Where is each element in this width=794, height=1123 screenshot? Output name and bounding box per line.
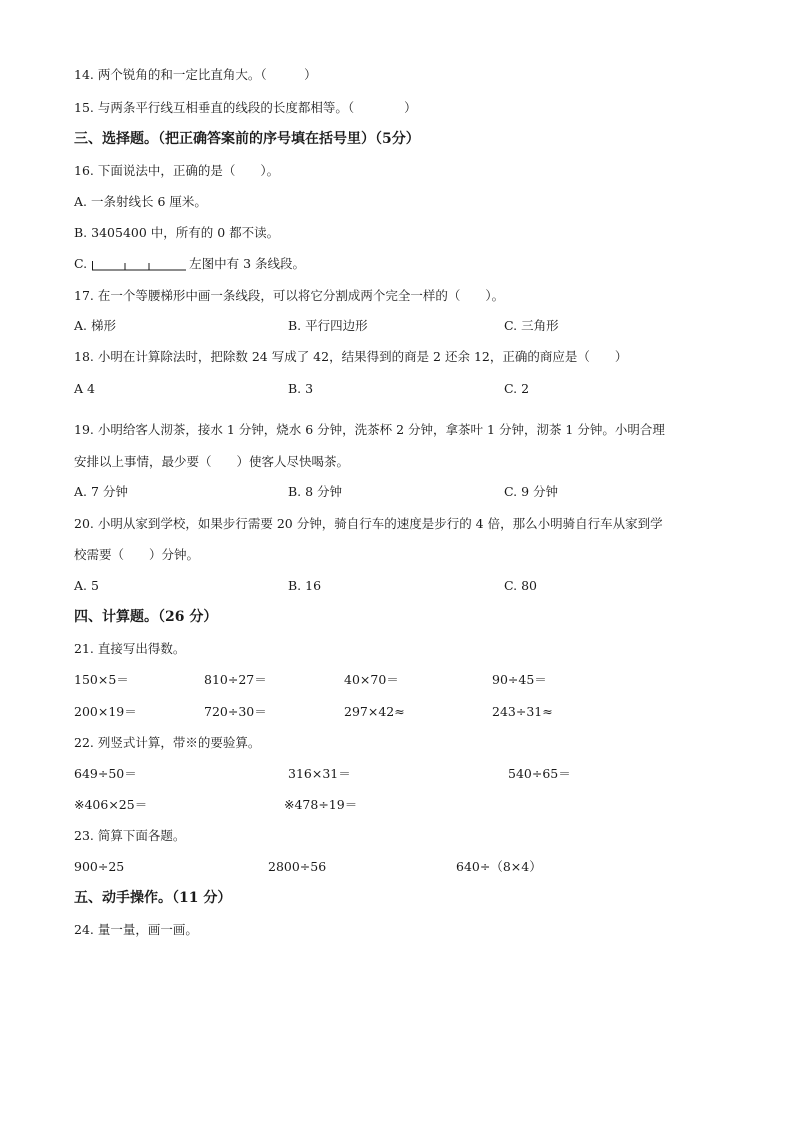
question-18-stem: 18. 小明在计算除法时，把除数 24 写成了 42，结果得到的商是 2 还余 12，正确的商应是（ ） (74, 349, 628, 364)
question-19-option-b: B. 8 分钟 (288, 484, 343, 499)
q21-item: 150×5＝ (74, 672, 129, 687)
question-15: 15. 与两条平行线互相垂直的线段的长度都相等。（ ） (74, 100, 417, 115)
option-c-prefix: C. (74, 256, 88, 271)
segment-figure-icon (91, 259, 187, 271)
question-14: 14. 两个锐角的和一定比直角大。（ ） (74, 67, 317, 82)
question-17-option-a: A. 梯形 (74, 318, 116, 333)
question-18-option-c: C. 2 (504, 381, 530, 396)
question-19-stem-line2: 安排以上事情，最少要（ ）使客人尽快喝茶。 (74, 454, 350, 469)
q21-item: 810÷27＝ (204, 672, 267, 687)
question-23-stem: 23. 简算下面各题。 (74, 828, 186, 843)
q23-item: 640÷（8×4） (456, 859, 542, 874)
question-16-option-c (74, 256, 305, 272)
q21-item: 200×19＝ (74, 704, 137, 719)
question-16-stem: 16. 下面说法中，正确的是（ ）。 (74, 163, 280, 178)
q21-item: 720÷30＝ (204, 704, 267, 719)
question-17-option-b: B. 平行四边形 (288, 318, 368, 333)
section-3-heading: 三、选择题。（把正确答案前的序号填在括号里）（5分） (74, 131, 420, 147)
question-24-stem: 24. 量一量，画一画。 (74, 922, 198, 937)
question-22-stem: 22. 列竖式计算，带※的要验算。 (74, 735, 261, 750)
question-17-option-c: C. 三角形 (504, 318, 559, 333)
question-16-option-b: B. 3405400 中，所有的 0 都不读。 (74, 225, 280, 240)
question-20-stem-line1: 20. 小明从家到学校，如果步行需要 20 分钟，骑自行车的速度是步行的 4 倍，那么小明骑自行车从家到学 (74, 516, 663, 531)
option-c-text: 左图中有 3 条线段。 (189, 256, 305, 271)
question-19-stem-line1: 19. 小明给客人沏茶，接水 1 分钟，烧水 6 分钟，洗茶杯 2 分钟，拿茶叶 1 分钟，沏茶 1 分钟。小明合理 (74, 422, 665, 437)
q22-item: 316×31＝ (288, 766, 351, 781)
q21-item: 90÷45＝ (492, 672, 547, 687)
q21-item: 40×70＝ (344, 672, 399, 687)
q22-item: 540÷65＝ (508, 766, 571, 781)
question-18-option-b: B. 3 (288, 381, 314, 396)
question-21-stem: 21. 直接写出得数。 (74, 641, 186, 656)
q23-item: 2800÷56 (268, 859, 327, 874)
section-5-heading: 五、动手操作。（11 分） (74, 890, 232, 906)
section-4-heading: 四、计算题。（26 分） (74, 609, 218, 625)
question-20-option-c: C. 80 (504, 578, 537, 593)
question-20-stem-line2: 校需要（ ）分钟。 (74, 547, 200, 562)
question-20-option-a: A. 5 (74, 578, 99, 593)
q21-item: 243÷31≈ (492, 704, 553, 719)
question-20-option-b: B. 16 (288, 578, 322, 593)
question-18-option-a: A 4 (74, 381, 95, 396)
question-19-option-a: A. 7 分钟 (74, 484, 128, 499)
q21-item: 297×42≈ (344, 704, 405, 719)
q22-item: ※478÷19＝ (284, 797, 358, 812)
question-17-stem: 17. 在一个等腰梯形中画一条线段，可以将它分割成两个完全一样的（ ）。 (74, 288, 505, 303)
q23-item: 900÷25 (74, 859, 125, 874)
question-19-option-c: C. 9 分钟 (504, 484, 558, 499)
q22-item: 649÷50＝ (74, 766, 137, 781)
q22-item: ※406×25＝ (74, 797, 148, 812)
question-16-option-a: A. 一条射线长 6 厘米。 (74, 194, 207, 209)
